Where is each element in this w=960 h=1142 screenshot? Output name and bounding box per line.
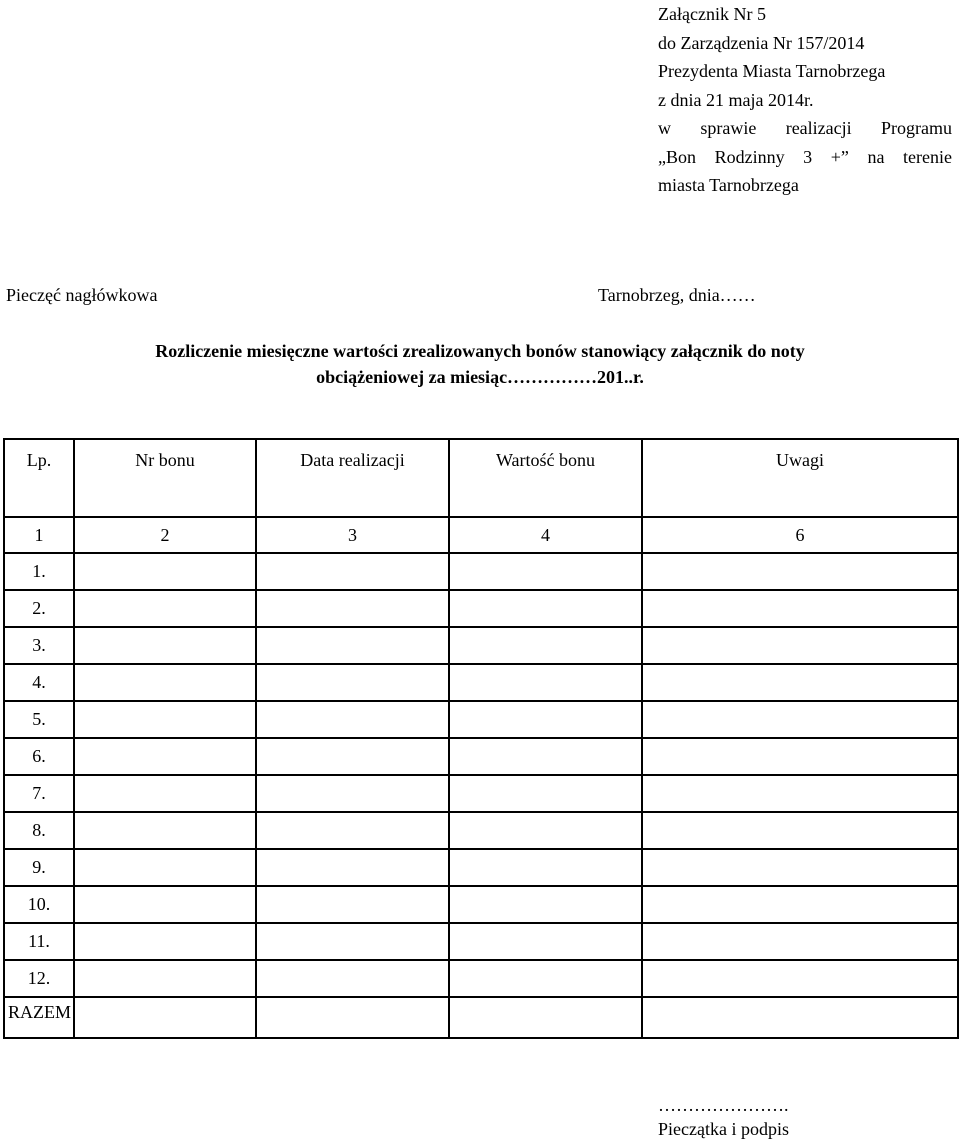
- value-cell: [449, 812, 642, 849]
- table-row: [4, 627, 958, 664]
- date-cell: [256, 590, 449, 627]
- date-cell: [256, 553, 449, 590]
- table-row: [4, 886, 958, 923]
- value-total-cell: [449, 997, 642, 1038]
- value-cell: [449, 701, 642, 738]
- row-number: 5.: [4, 701, 74, 738]
- row-number: 4.: [4, 664, 74, 701]
- column-header-voucher-no: Nr bonu: [74, 439, 256, 517]
- date-cell: [256, 664, 449, 701]
- table-row: [4, 960, 958, 997]
- date-cell: [256, 997, 449, 1038]
- date-cell: [256, 738, 449, 775]
- column-number: 1: [4, 517, 74, 553]
- header-line: Prezydenta Miasta Tarnobrzega: [658, 61, 886, 81]
- notes-cell: [642, 701, 958, 738]
- signature-dots: ………………….: [658, 1095, 789, 1115]
- header-line: miasta Tarnobrzega: [658, 175, 799, 195]
- voucher-no-cell: [74, 664, 256, 701]
- header-line: „Bon Rodzinny 3 +” na terenie: [658, 146, 952, 167]
- value-cell: [449, 923, 642, 960]
- value-cell: [449, 553, 642, 590]
- notes-cell: [642, 997, 958, 1038]
- row-number: 9.: [4, 849, 74, 886]
- voucher-no-cell: [74, 553, 256, 590]
- date-cell: [256, 923, 449, 960]
- table-row: [4, 701, 958, 738]
- row-number: 8.: [4, 812, 74, 849]
- voucher-no-cell: [74, 701, 256, 738]
- date-cell: [256, 701, 449, 738]
- header-line: z dnia 21 maja 2014r.: [658, 89, 814, 110]
- total-row: [4, 997, 958, 1038]
- column-number: 6: [642, 517, 958, 553]
- voucher-no-cell: [74, 627, 256, 664]
- row-number: 12.: [4, 960, 74, 997]
- date-cell: [256, 775, 449, 812]
- table-header-row: [4, 439, 958, 517]
- settlement-table: [3, 438, 959, 1039]
- row-number: 10.: [4, 886, 74, 923]
- row-number: 3.: [4, 627, 74, 664]
- row-number: 6.: [4, 738, 74, 775]
- column-number: 2: [74, 517, 256, 553]
- table-row: [4, 849, 958, 886]
- notes-cell: [642, 775, 958, 812]
- voucher-no-cell: [74, 886, 256, 923]
- voucher-no-cell: [74, 960, 256, 997]
- column-header-lp: Lp.: [4, 439, 74, 517]
- value-cell: [449, 738, 642, 775]
- voucher-no-cell: [74, 849, 256, 886]
- column-number-row: [4, 517, 958, 553]
- table-row: [4, 553, 958, 590]
- value-cell: [449, 775, 642, 812]
- title-line: Rozliczenie miesięczne wartości zrealizowanych bonów stanowiący załącznik do noty: [155, 341, 805, 361]
- notes-cell: [642, 886, 958, 923]
- voucher-no-cell: [74, 812, 256, 849]
- voucher-no-cell: [74, 997, 256, 1038]
- column-header-date: Data realizacji: [256, 439, 449, 517]
- notes-cell: [642, 812, 958, 849]
- table-row: [4, 738, 958, 775]
- row-number: 1.: [4, 553, 74, 590]
- date-cell: [256, 812, 449, 849]
- value-cell: [449, 627, 642, 664]
- column-number: 3: [256, 517, 449, 553]
- header-line: do Zarządzenia Nr 157/2014: [658, 32, 865, 53]
- notes-cell: [642, 738, 958, 775]
- voucher-no-cell: [74, 923, 256, 960]
- notes-cell: [642, 960, 958, 997]
- row-number: 7.: [4, 775, 74, 812]
- table-row: [4, 775, 958, 812]
- title-line: obciążeniowej za miesiąc……………201..r.: [316, 367, 644, 387]
- header-line: Załącznik Nr 5: [658, 4, 766, 24]
- value-cell: [449, 590, 642, 627]
- header-stamp-label: Pieczęć nagłówkowa: [6, 285, 158, 305]
- notes-cell: [642, 627, 958, 664]
- date-cell: [256, 960, 449, 997]
- date-cell: [256, 886, 449, 923]
- column-number: 4: [449, 517, 642, 553]
- table-row: [4, 590, 958, 627]
- value-cell: [449, 664, 642, 701]
- table-row: [4, 664, 958, 701]
- table-row: [4, 812, 958, 849]
- column-header-notes: Uwagi: [642, 439, 958, 517]
- signature-block: [658, 1093, 789, 1141]
- document-title: [0, 338, 960, 390]
- voucher-no-cell: [74, 738, 256, 775]
- notes-cell: [642, 553, 958, 590]
- column-header-value: Wartość bonu: [449, 439, 642, 517]
- value-cell: [449, 886, 642, 923]
- voucher-no-cell: [74, 775, 256, 812]
- row-number: 2.: [4, 590, 74, 627]
- place-date: Tarnobrzeg, dnia……: [598, 285, 756, 305]
- table-row: [4, 923, 958, 960]
- date-cell: [256, 627, 449, 664]
- notes-cell: [642, 590, 958, 627]
- attachment-header: [658, 0, 958, 200]
- notes-cell: [642, 849, 958, 886]
- value-cell: [449, 849, 642, 886]
- header-line: w sprawie realizacji Programu: [658, 118, 952, 138]
- signature-label: Pieczątka i podpis: [658, 1119, 789, 1139]
- notes-cell: [642, 923, 958, 960]
- value-cell: [449, 960, 642, 997]
- voucher-no-cell: [74, 590, 256, 627]
- date-cell: [256, 849, 449, 886]
- row-number: 11.: [4, 923, 74, 960]
- notes-cell: [642, 664, 958, 701]
- total-label: RAZEM: [4, 997, 74, 1038]
